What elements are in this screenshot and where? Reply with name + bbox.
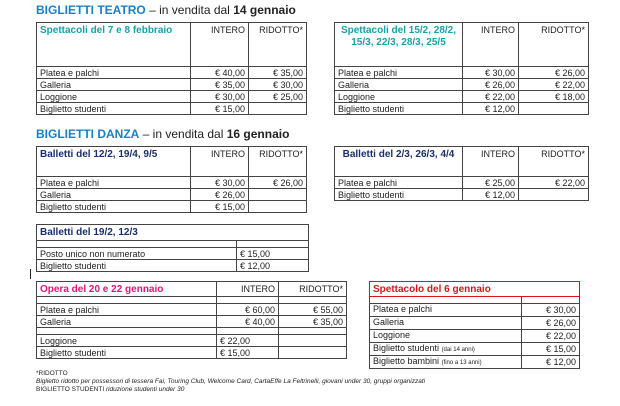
price-ridotto [249,103,307,115]
price-ridotto: € 26,00 [249,177,307,189]
col-ridotto: RIDOTTO* [249,23,307,67]
col-intero: INTERO [463,147,519,177]
row-label: Galleria [37,79,191,91]
price-intero: € 22,00 [217,335,279,347]
price-ridotto [519,189,589,201]
row-label: Loggione [37,335,217,347]
price-ridotto [519,103,589,115]
row-label [370,317,522,330]
row-note: (fino a 13 anni) [441,360,482,366]
price: € 22,00 [522,330,580,343]
table-row [335,189,589,201]
col-intero: INTERO [217,282,279,297]
table-row [37,91,307,103]
row-label: Platea e palchi [37,177,191,189]
price-ridotto [279,335,347,347]
teatro-table-1-header: Spettacoli del 7 e 8 febbraio [37,23,191,67]
table-row [370,304,580,317]
row-label: Biglietto studenti [37,347,217,359]
table-row [370,356,580,369]
teatro-table-2-header: Spettacoli del 15/2, 28/2, 15/3, 22/3, 28/3, 25/5 [335,23,463,67]
price-intero: € 15,00 [191,201,249,213]
row-label: Posto unico non numerato [37,248,237,260]
price: € 30,00 [522,304,580,317]
price-intero: € 30,00 [191,177,249,189]
row-label-text: Platea e palchi [373,304,433,314]
price-intero: € 30,00 [191,91,249,103]
price: € 26,00 [522,317,580,330]
price: € 15,00 [522,343,580,356]
price-ridotto: € 22,00 [519,79,589,91]
table-row [335,177,589,189]
table-row [335,79,589,91]
price-ridotto [249,189,307,201]
row-label: Biglietto studenti [335,103,463,115]
price: € 12,00 [522,356,580,369]
price-intero: € 22,00 [463,91,519,103]
row-label: Biglietto studenti [37,201,191,213]
table-row [37,103,307,115]
row-label [370,356,522,369]
text-cursor [30,269,31,279]
price-intero: € 15,00 [217,347,279,359]
col-ridotto: RIDOTTO* [279,282,347,297]
table-row [37,67,307,79]
row-label: Biglietto studenti [37,260,237,272]
table-row [37,189,307,201]
col-ridotto: RIDOTTO* [519,147,589,177]
danza-table-1-header: Balletti del 12/2, 19/4, 9/5 [37,147,191,177]
danza-table-2-header: Balletti del 2/3, 26/3, 4/4 [335,147,463,177]
row-label [370,304,522,317]
row-label: Biglietto studenti [37,103,191,115]
table-row [370,317,580,330]
table-row [37,201,307,213]
table-row [335,91,589,103]
table-row [37,304,347,316]
danza-table-1 [36,146,307,213]
price-ridotto: € 18,00 [519,91,589,103]
danza-date: 16 gennaio [226,127,290,141]
row-label: Platea e palchi [37,304,217,316]
row-label-text: Biglietto studenti [373,343,440,353]
footnote-line-1: Biglietto ridotto per possessori di tessera Fai, Touring Club, Welcome Card, CartaEffe La Feltrinelli, giovani under 30, gruppi organizzati [36,378,426,385]
danza-heading [36,127,289,141]
teatro-date: 14 gennaio [233,3,296,17]
opera-header: Opera del 20 e 22 gennaio [37,282,217,297]
price-ridotto [279,347,347,359]
danza-subtitle: – in vendita dal [142,127,224,141]
price-ridotto: € 30,00 [249,79,307,91]
footnote-line-2-text: riduzione studenti under 30 [105,386,185,393]
footnote-line-2 [36,386,425,394]
price: € 12,00 [237,260,309,272]
table-row [37,347,347,359]
footnote-mark: *RIDOTTO [36,370,68,377]
teatro-heading [36,3,296,17]
footnote [36,370,425,394]
price-intero: € 26,00 [191,189,249,201]
row-label: Loggione [37,91,191,103]
table-row [335,103,589,115]
price-intero: € 60,00 [217,304,279,316]
table-row [335,67,589,79]
row-label: Platea e palchi [335,67,463,79]
table-row [370,343,580,356]
price: € 15,00 [237,248,309,260]
row-label-text: Biglietto bambini [373,356,440,366]
price-intero: € 26,00 [463,79,519,91]
table-row [37,260,309,272]
opera-table [36,281,347,359]
price-intero: € 15,00 [191,103,249,115]
row-label: Platea e palchi [335,177,463,189]
price-ridotto: € 22,00 [519,177,589,189]
row-label: Galleria [37,316,217,328]
price-intero: € 12,00 [463,189,519,201]
teatro-table-1 [36,22,307,115]
table-row [37,177,307,189]
danza-title: BIGLIETTI DANZA [36,127,140,141]
row-label: Galleria [37,189,191,201]
spettacolo-header: Spettacolo del 6 gennaio [370,282,580,297]
col-ridotto: RIDOTTO* [249,147,307,177]
price-ridotto: € 35,00 [279,316,347,328]
row-label: Biglietto studenti [335,189,463,201]
row-label: Galleria [335,79,463,91]
table-row [37,335,347,347]
price-intero: € 25,00 [463,177,519,189]
row-label [370,330,522,343]
teatro-subtitle: – in vendita dal [149,3,230,17]
table-row [37,248,309,260]
price-ridotto: € 26,00 [519,67,589,79]
danza-table-2 [334,146,589,201]
teatro-table-2 [334,22,589,115]
danza-table-3-header: Balletti del 19/2, 12/3 [37,225,309,241]
table-row [37,316,347,328]
price-intero: € 30,00 [463,67,519,79]
price-intero: € 12,00 [463,103,519,115]
price-intero: € 35,00 [191,79,249,91]
price-ridotto [249,201,307,213]
row-label-text: Galleria [373,317,405,327]
teatro-title: BIGLIETTI TEATRO [36,3,146,17]
col-intero: INTERO [191,23,249,67]
spettacolo-table [369,281,580,369]
row-label [370,343,522,356]
table-row [37,79,307,91]
row-label: Platea e palchi [37,67,191,79]
price-intero: € 40,00 [217,316,279,328]
row-note: (dai 14 anni) [441,347,475,353]
col-ridotto: RIDOTTO* [519,23,589,67]
price-ridotto: € 35,00 [249,67,307,79]
row-label: Loggione [335,91,463,103]
col-intero: INTERO [191,147,249,177]
price-ridotto: € 25,00 [249,91,307,103]
table-row [370,330,580,343]
col-intero: INTERO [463,23,519,67]
price-ridotto: € 55,00 [279,304,347,316]
danza-table-3 [36,224,309,272]
footnote-line-2-bold: BIGLIETTO STUDENTI [36,386,105,393]
row-label-text: Loggione [373,330,411,340]
price-intero: € 40,00 [191,67,249,79]
